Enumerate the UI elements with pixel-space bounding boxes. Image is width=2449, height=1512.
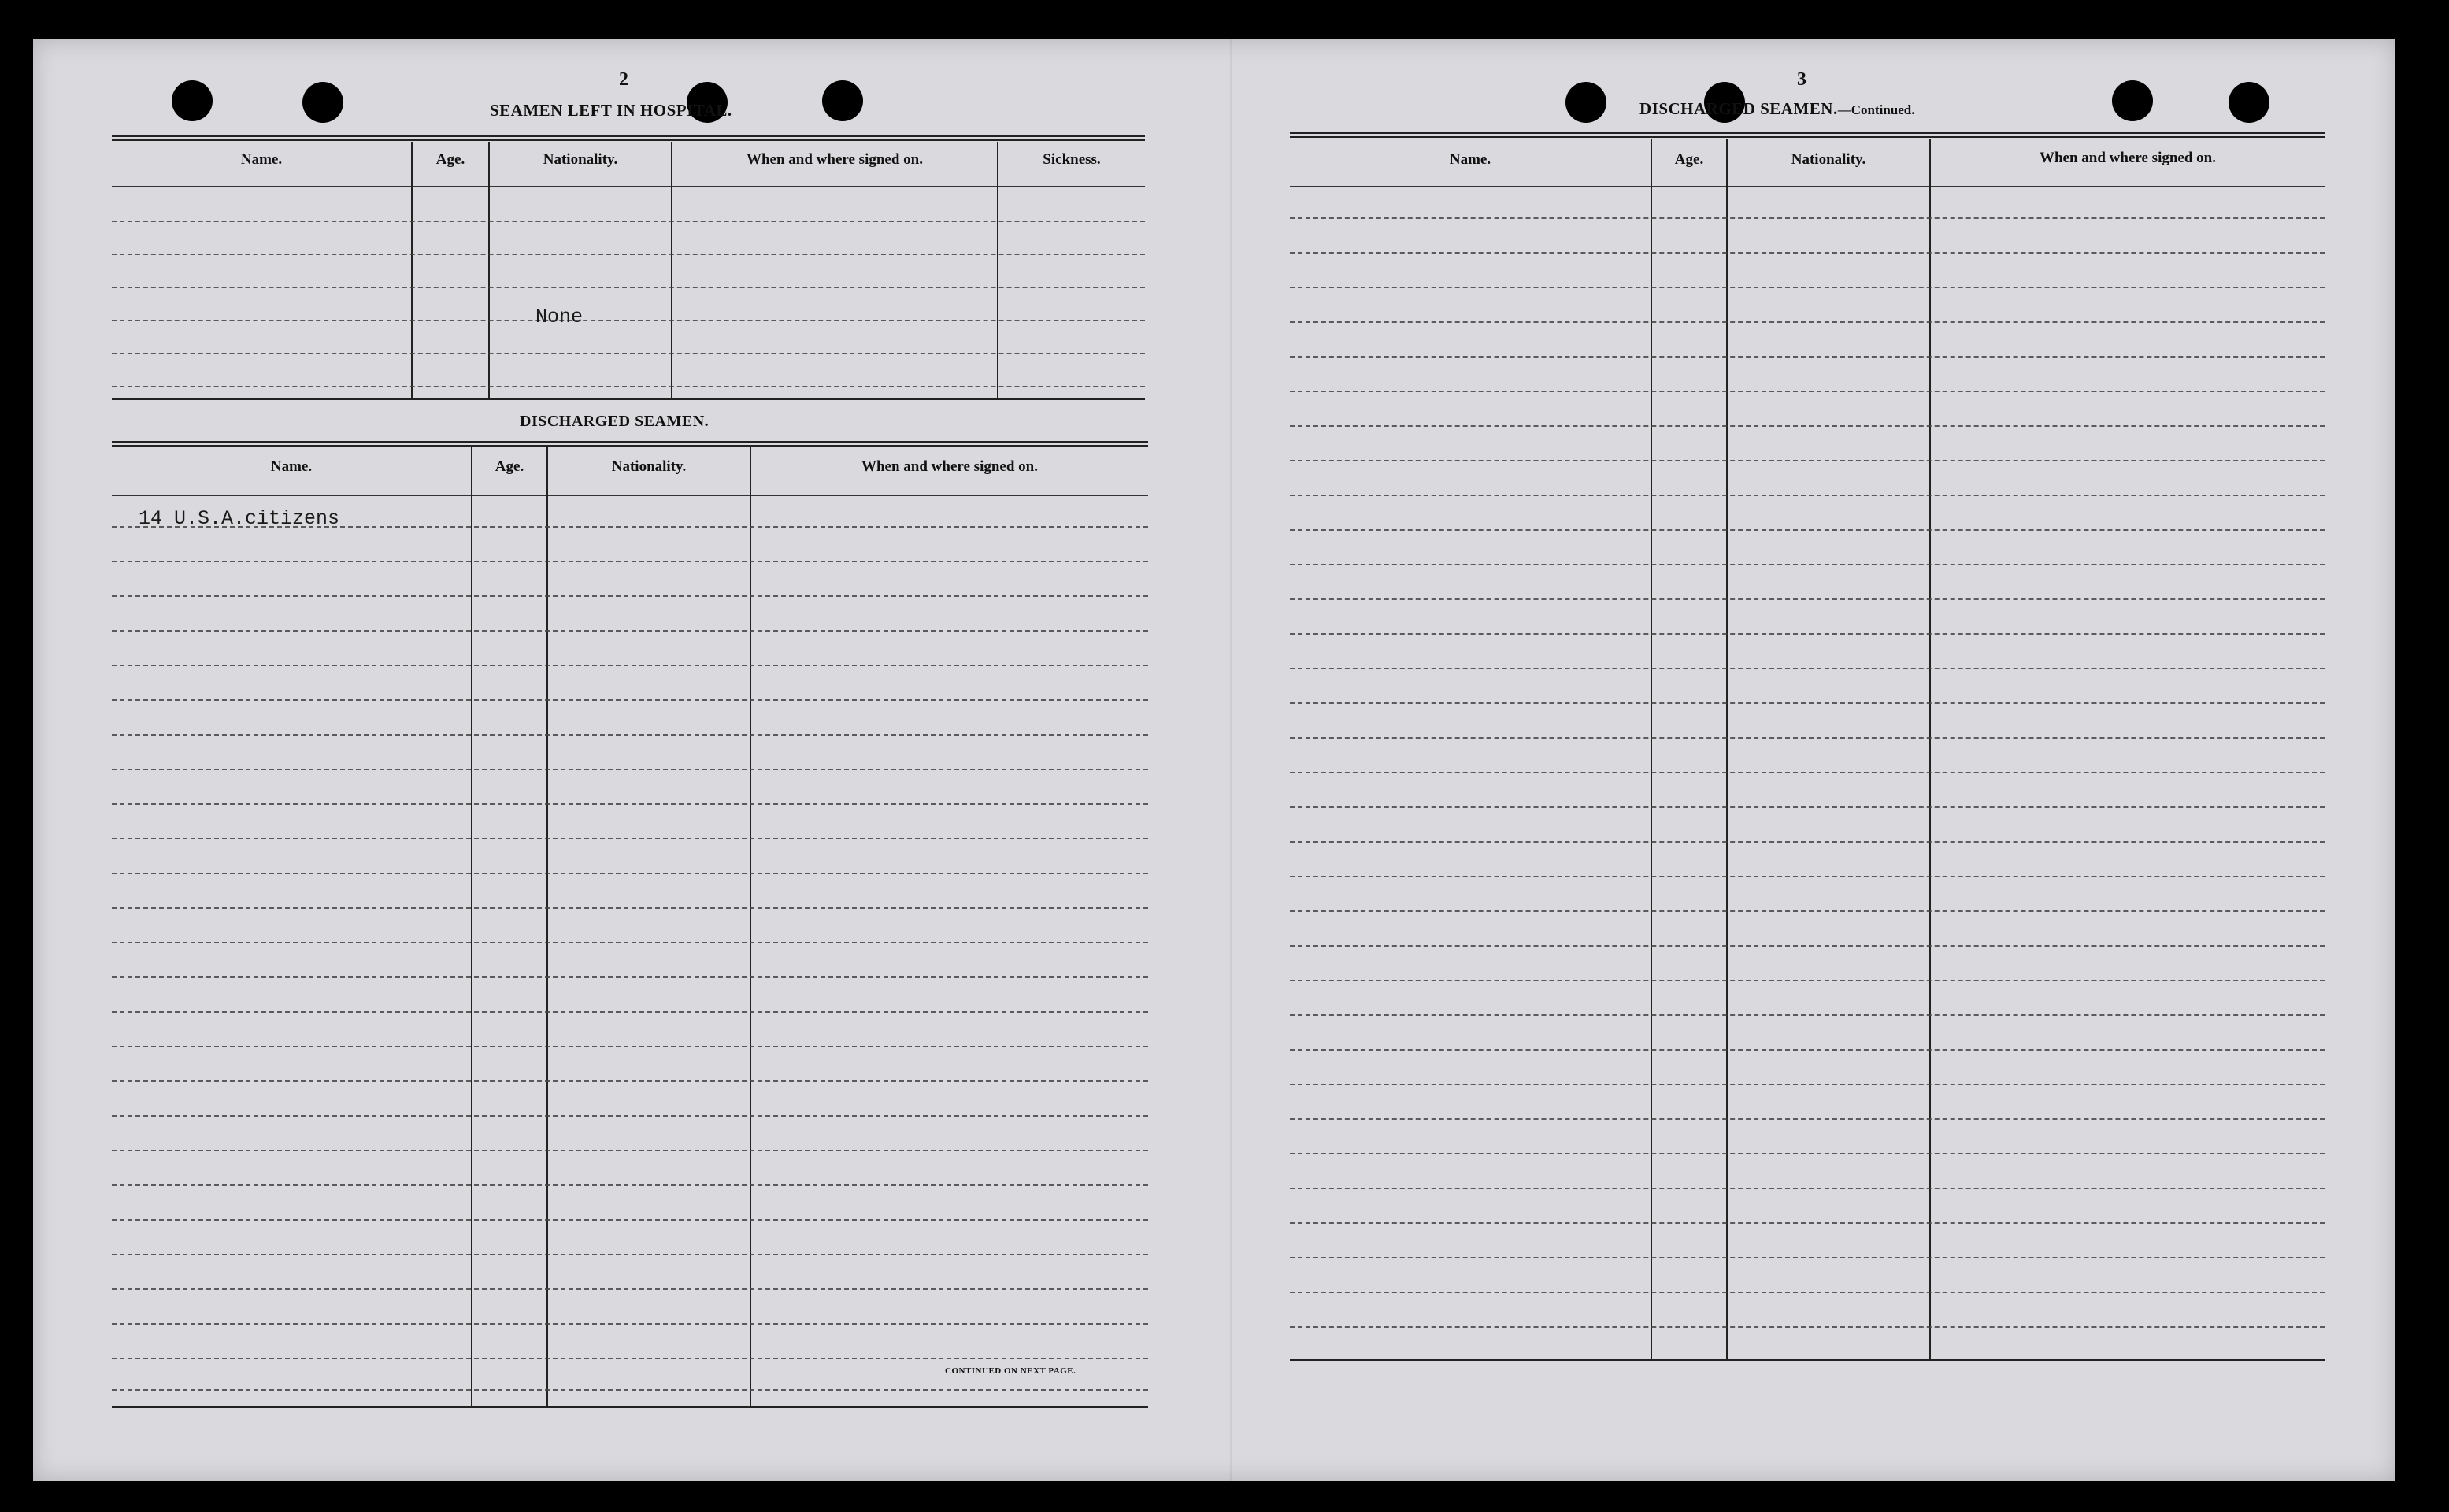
hospital-entry: None bbox=[535, 306, 584, 328]
continued-note: CONTINUED ON NEXT PAGE. bbox=[945, 1366, 1076, 1376]
col-head-signed-on: When and where signed on. bbox=[861, 458, 1038, 475]
col-head-nationality: Nationality. bbox=[543, 151, 618, 168]
discharged-entry: 14 U.S.A.citizens bbox=[139, 507, 340, 530]
col-head-name: Name. bbox=[240, 151, 283, 168]
col-head-name: Name. bbox=[270, 458, 313, 475]
col-head-age: Age. bbox=[495, 458, 524, 475]
title-suffix: —Continued. bbox=[1837, 102, 1915, 117]
punch-hole bbox=[2112, 80, 2153, 121]
col-head-age: Age. bbox=[435, 151, 465, 168]
punch-hole bbox=[172, 80, 213, 121]
punch-hole bbox=[1565, 82, 1606, 123]
title-text: DISCHARGED SEAMEN. bbox=[1639, 99, 1838, 118]
col-head-nationality: Nationality. bbox=[1791, 151, 1866, 168]
col-head-name: Name. bbox=[1449, 151, 1491, 168]
col-head-age: Age. bbox=[1674, 151, 1704, 168]
hospital-section-title: SEAMEN LEFT IN HOSPITAL. bbox=[490, 101, 732, 120]
discharged-table-left bbox=[112, 441, 1148, 1406]
punch-hole bbox=[302, 82, 343, 123]
page-number-right: 3 bbox=[1797, 69, 1806, 90]
page-number-left: 2 bbox=[619, 69, 628, 90]
col-head-signed-on: When and where signed on. bbox=[2039, 150, 2216, 166]
page-fold bbox=[1230, 39, 1232, 1480]
col-head-nationality: Nationality. bbox=[611, 458, 687, 475]
discharged-section-title: DISCHARGED SEAMEN. bbox=[520, 413, 710, 430]
manifest-sheet bbox=[33, 39, 2395, 1480]
col-head-signed-on: When and where signed on. bbox=[746, 151, 923, 168]
hospital-table bbox=[112, 135, 1145, 400]
discharged-table-right bbox=[1290, 132, 2325, 1364]
punch-hole bbox=[2229, 82, 2269, 123]
discharged-continued-title bbox=[1639, 99, 1914, 119]
col-head-sickness: Sickness. bbox=[1043, 151, 1101, 168]
punch-hole bbox=[822, 80, 863, 121]
